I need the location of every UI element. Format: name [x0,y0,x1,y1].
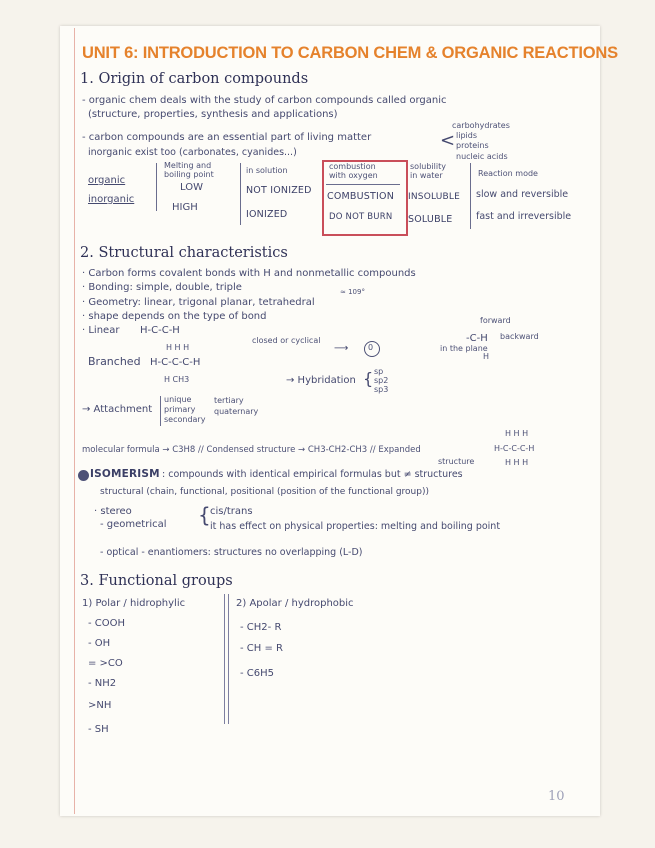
page-number: 10 [548,789,565,804]
geometrical-brace: { [198,503,211,527]
linear-label: · Linear [82,325,120,336]
expanded-bottom: H H H [505,458,529,467]
brace-item-carbohydrates: carbohydrates [452,121,510,130]
polar-item-1: - COOH [88,618,126,629]
branched-middle: H-C-C-C-H [150,357,201,368]
margin-line [74,28,75,814]
polar-item-6: - SH [88,724,109,735]
polar-item-5: >NH [88,700,112,711]
s1-line-4: inorganic exist too (carbonates, cyanides...) [88,147,297,158]
attach-quaternary: quaternary [214,407,259,416]
hybrid-sp: sp [374,367,384,376]
s1-line-2: (structure, properties, synthesis and applications) [88,109,338,120]
brace-item-proteins: proteins [456,141,489,150]
section-2-heading: 2. Structural characteristics [80,245,288,261]
notebook-page [60,26,600,816]
col-water-organic: INSOLUBLE [408,192,461,202]
closed-label: closed or cyclical [252,336,321,345]
closed-arrow: ⟶ [334,343,349,354]
col-water-inorganic: SOLUBLE [408,214,453,225]
row-organic-label: organic [88,175,126,186]
apolar-item-1: - CH2- R [240,622,282,633]
polar-heading: 1) Polar / hidrophylic [82,598,186,609]
hybrid-sp3: sp3 [374,385,389,394]
col-water-header-1: solubility [410,162,446,171]
s2-line-3: · Geometry: linear, trigonal planar, tetrahedral [82,297,315,308]
table-divider [240,163,241,225]
plane-hydrogen: H [483,352,490,361]
attachment-label: → Attachment [82,404,153,415]
linear-formula: H-C-C-H [140,325,180,336]
geometrical-effect: it has effect on physical properties: melting and boiling point [210,521,501,532]
col-combustion-organic: COMBUSTION [327,191,394,202]
isomerism-structural: structural (chain, functional, positional (position of the functional group)) [100,487,430,497]
apolar-heading: 2) Apolar / hydrophobic [236,598,354,609]
isomerism-geometrical: - geometrical [100,519,167,530]
branched-label: Branched [88,355,141,368]
table-divider [156,163,157,211]
attach-unique: unique [164,395,192,404]
section-3-heading: 3. Functional groups [80,573,233,589]
col-melting-header-1: Melting and [164,161,212,170]
row-inorganic-label: inorganic [88,194,135,205]
isomerism-stereo: · stereo [94,506,132,517]
branched-top: H H H [166,343,190,352]
branched-bottom: H CH3 [164,375,190,384]
brace-item-lipids: lipids [456,131,477,140]
angle-note: ≈ 109° [340,288,365,296]
column-divider [224,594,229,724]
col-melting-inorganic: HIGH [172,202,198,213]
apolar-item-2: - CH = R [240,643,283,654]
bullet-icon [78,470,89,481]
page-title: UNIT 6: INTRODUCTION TO CARBON CHEM & ORGANIC REACTIONS [82,44,618,62]
cyclic-content: 0 [368,343,374,352]
attach-secondary: secondary [164,415,206,424]
polar-item-2: - OH [88,638,111,649]
col-melting-header-2: boiling point [164,170,214,179]
s1-line-3: - carbon compounds are an essential part of living matter [82,132,372,143]
brace-left: < [440,130,456,151]
hybrid-brace: { [363,369,374,388]
hybridation-label: → Hybridation [286,375,356,386]
cis-trans: cis/trans [210,506,253,517]
col-water-header-2: in water [410,171,443,180]
carbon-center: -C-H [466,333,488,344]
s2-line-2: · Bonding: simple, double, triple [82,282,242,293]
polar-item-3: = >CO [88,658,123,669]
attachment-bracket [160,396,161,426]
attach-primary: primary [164,405,196,414]
col-melting-organic: LOW [180,182,203,193]
hybrid-sp2: sp2 [374,376,389,385]
forward-label: forward [480,316,511,325]
isomerism-text: : compounds with identical empirical formulas but ≠ structures [162,469,463,480]
attach-tertiary: tertiary [214,396,244,405]
col-reaction-inorganic: fast and irreversible [476,211,572,222]
in-plane-label: in the plane [440,344,488,353]
s2-line-1: · Carbon forms covalent bonds with H and nonmetallic compounds [82,268,416,279]
apolar-item-3: - C6H5 [240,668,275,679]
formula-line: molecular formula → C3H8 // Condensed structure → CH3-CH2-CH3 // Expanded [82,445,421,455]
s2-line-4: · shape depends on the type of bond [82,311,267,322]
col-combustion-header-1: combustion [329,162,376,171]
section-1-heading: 1. Origin of carbon compounds [80,71,309,87]
backward-label: backward [500,332,539,341]
polar-item-4: - NH2 [88,678,117,689]
col-solution-header: in solution [246,166,288,175]
col-reaction-header: Reaction mode [478,169,538,178]
isomerism-title: ISOMERISM [90,468,160,480]
table-rule [326,184,400,185]
isomerism-optical: - optical - enantiomers: structures no overlapping (L-D) [100,547,363,558]
col-solution-organic: NOT IONIZED [246,185,312,196]
col-combustion-inorganic: DO NOT BURN [329,212,393,222]
col-combustion-header-2: with oxygen [329,171,378,180]
col-solution-inorganic: IONIZED [246,209,288,220]
brace-item-nucleic-acids: nucleic acids [456,152,508,161]
formula-structure-label: structure [438,457,475,466]
expanded-top: H H H [505,429,529,438]
table-divider [470,163,471,229]
s1-line-1: - organic chem deals with the study of carbon compounds called organic [82,95,447,106]
expanded-middle: H-C-C-C-H [494,444,535,453]
col-reaction-organic: slow and reversible [476,189,569,200]
